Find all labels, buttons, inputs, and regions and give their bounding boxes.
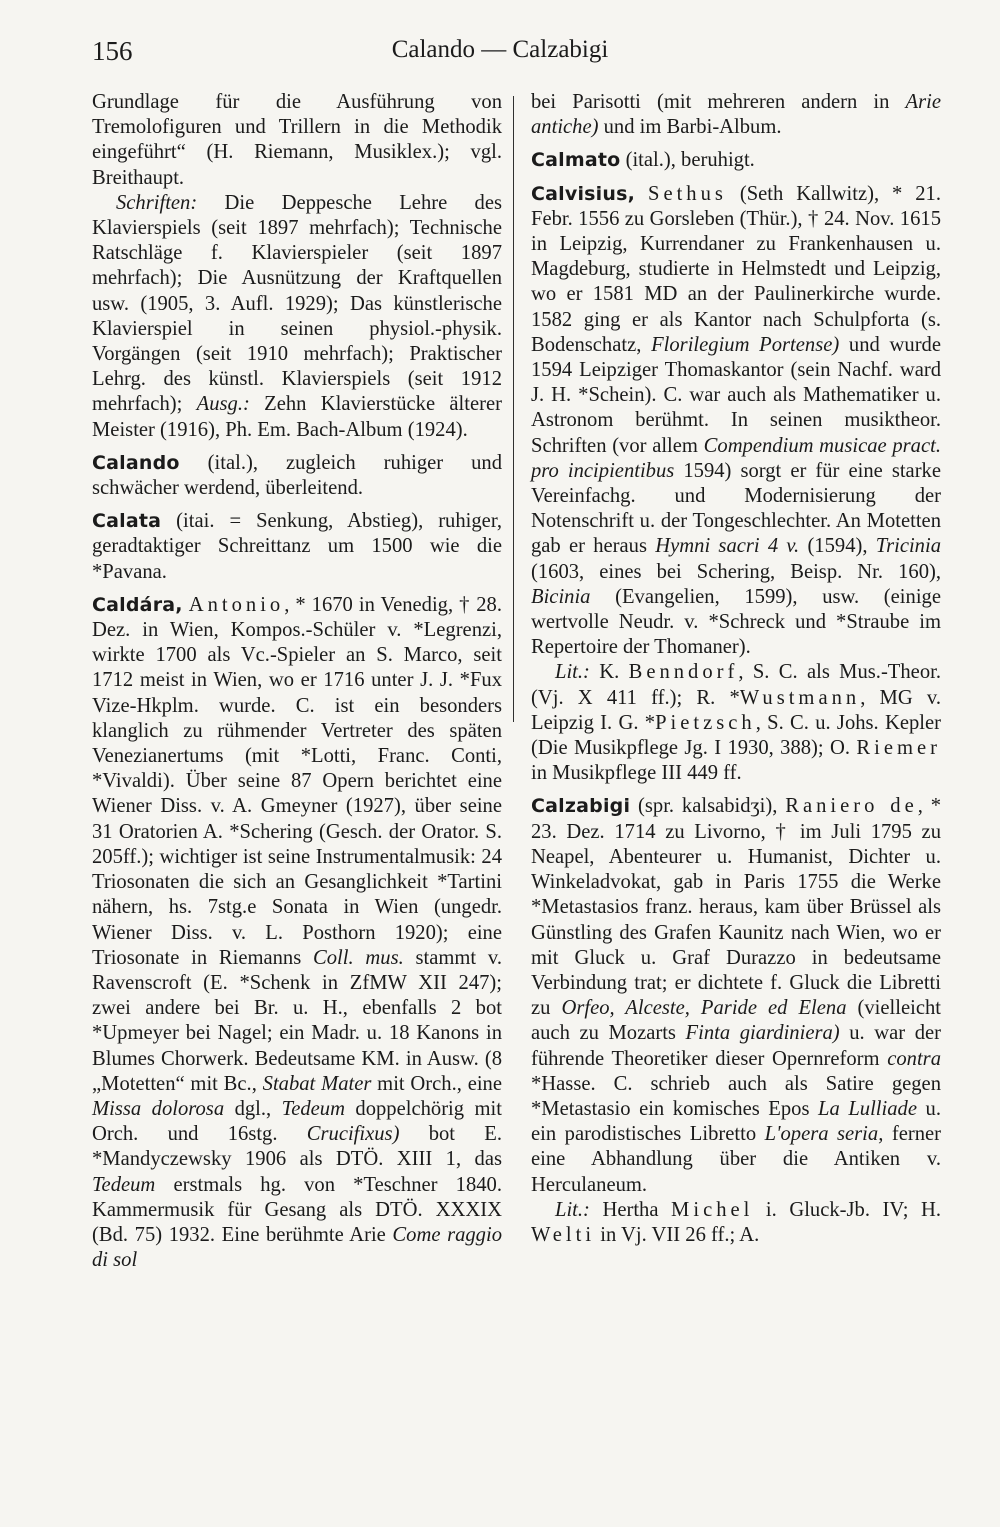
text-lit2-a: Hertha xyxy=(589,1198,672,1221)
author-benndorf: Benndorf xyxy=(628,661,739,684)
text-calando: (ital.), zugleich ruhiger und schwächer werdend, überleitend. xyxy=(92,451,502,500)
text-calzabigi-g: ferner eine Abhandlung über die Antiken v. Herculaneum. xyxy=(531,1123,941,1196)
text-lit1-b: , S. C. als Mus.-Theor. (Vj. X 411 ff.); R. * xyxy=(531,661,941,709)
text-lit1-c: , MG v. Leipzig I. G. * xyxy=(531,686,941,734)
column-divider xyxy=(513,96,514,722)
italic-calzabigi-1: Orfeo, Alceste, Paride ed Elena xyxy=(561,997,847,1020)
italic-calvisius-1: Florilegium Portense) xyxy=(651,333,840,356)
text-caldara-b: stammt v. Ravenscroft (E. *Schenk in ZfMW XII 247); zwei andere bei Br. u. H., ebenfalls 2 bot *Upmeyer bei Nagel; ein Madr. u. 18 Kanons in Blumes Chorwerk. Bedeutsame KM. in Ausw. (8 „Motetten“ mit Bc., xyxy=(92,946,502,1095)
italic-calvisius-4: Tricinia xyxy=(875,535,941,558)
italic-caldara-1: Coll. mus. xyxy=(313,946,404,969)
text-ausg: Zehn Klavierstücke älterer Meister (1916), Ph. Em. Bach-Album (1924). xyxy=(92,393,503,441)
text-cont-b: und im Barbi-Album. xyxy=(598,116,782,139)
text-calvisius-f: (Evangelien, 1599), usw. (einige wertvolle Neudr. v. *Schreck und *Straube im Repertoire der Thomaner). xyxy=(531,585,941,659)
text-calvisius-a: (Seth Kallwitz), * 21. Febr. 1556 zu Gorsleben (Thür.), † 24. Nov. 1615 in Leipzig, Kurrendaner zu Frankenhausen u. Magdeburg, studierte in Helmstedt und Leipzig, wo er 1581 MD an der Paulinerkirche wurde. 1582 ging er als Kantor nach Schulpforta (s. Bodenschatz, xyxy=(531,182,941,356)
text-caldara-e: doppelchörig mit Orch. und 16stg. xyxy=(92,1097,502,1146)
text-calzabigi-b: , * 23. Dez. 1714 zu Livorno, † im Juli 1795 zu Neapel, Abenteurer u. Humanist, Dichter u. Winkeladvokat, gab in Paris 1755 die Werke *Metastasios franz. heraus, kam über Brüssel als Günstling des Grafen Kaunitz nach Wien, wo er mit Gluck u. Graf Durazzo in bedeutsame Verbindung trat; er dichtete f. Gluck die Libretti zu xyxy=(531,795,942,1020)
right-column xyxy=(531,90,941,1248)
text-lit2-b: i. Gluck-Jb. IV; H. xyxy=(753,1198,942,1221)
italic-caldara-7: Come raggio di sol xyxy=(92,1223,502,1272)
label-lit-2: Lit.: xyxy=(555,1198,590,1221)
text-caldara-d: dgl., xyxy=(224,1097,282,1120)
text-lit1-d: , S. C. u. Johs. Kepler (Die Musikpflege Jg. I 1930, 388); O. xyxy=(531,711,942,760)
author-pietzsch: Pietzsch xyxy=(655,711,756,734)
text-lit2-c: in Vj. VII 26 ff.; A. xyxy=(595,1223,760,1246)
entry-calvisius xyxy=(531,182,941,661)
text-schriften: Die Deppesche Lehre des Klavierspiels (seit 1897 mehrfach); Technische Ratschläge f. Klavierspieler (seit 1897 mehrfach); Die Ausnützung der Kraftquellen usw. (1905, 3. Aufl. 1929); Das künstlerische Klavierspiel in seinen physiol.-physik. Vorgängen (seit 1910 mehrfach); Praktischer Lehrg. des künstl. Klavierspiels (seit 1912 mehrfach); xyxy=(92,191,502,416)
text-calvisius-d: (1594), xyxy=(799,535,876,558)
entry-calando xyxy=(92,451,502,501)
label-schriften: Schriften: xyxy=(116,191,198,214)
headword-calmato: Calmato xyxy=(531,149,621,172)
author-riemer: Riemer xyxy=(856,737,941,760)
text-calzabigi-d: u. war der führende Theoretiker dieser Opernreform xyxy=(531,1022,941,1070)
headword-calzabigi: Calzabigi xyxy=(531,795,631,818)
entry-calata xyxy=(92,509,502,585)
text-calmato: (ital.), beruhigt. xyxy=(620,149,755,172)
text-calata: (itai. = Senkung, Abstieg), ruhiger, geradtaktiger Schreittanz um 1500 wie die *Pavana. xyxy=(92,510,502,583)
italic-calvisius-3: Hymni sacri 4 v. xyxy=(655,535,800,558)
italic-caldara-5: Crucifixus) xyxy=(306,1123,400,1146)
left-column xyxy=(92,90,502,1273)
entry-caldara xyxy=(92,593,502,1273)
italic-cont: Arie antiche) xyxy=(531,91,941,139)
text-lit1-e: in Musikpflege III 449 ff. xyxy=(531,762,742,785)
text-caldara-c: mit Orch., eine xyxy=(371,1072,502,1095)
author-wustmann: Wustmann xyxy=(739,686,861,709)
headword-calvisius: Calvisius, xyxy=(531,182,636,205)
label-ausg: Ausg.: xyxy=(196,393,250,416)
text-calvisius-e: (1603, eines bei Schering, Beisp. Nr. 160), xyxy=(531,560,941,583)
text-cont-a: bei Parisotti (mit mehreren andern in xyxy=(531,91,906,113)
italic-caldara-6: Tedeum xyxy=(92,1173,156,1196)
text-caldara-f: bot E. *Mandyczewsky 1906 als DTÖ. XIII 1, das xyxy=(92,1123,502,1171)
italic-calvisius-5: Bicinia xyxy=(531,585,591,608)
italic-calzabigi-5: L'opera seria, xyxy=(764,1123,884,1146)
headword-calando: Calando xyxy=(92,451,180,474)
italic-caldara-2: Stabat Mater xyxy=(262,1072,372,1095)
text-calvisius-b: und wurde 1594 Leipziger Thomaskantor (sein Nachf. ward J. H. *Schein). C. war auch als Mathematiker u. Astronom berühmt. In seinen musiktheor. Schriften (vor allem xyxy=(531,333,941,457)
text-calzabigi-f: u. ein parodistisches Libretto xyxy=(531,1097,941,1146)
italic-caldara-3: Missa dolorosa xyxy=(92,1097,225,1120)
literature-calzabigi xyxy=(531,1198,941,1248)
name-calzabigi: Raniero de xyxy=(785,795,918,818)
page-number: 156 xyxy=(92,36,133,66)
text-calzabigi-a: (spr. kalsabidʒi), xyxy=(630,795,786,818)
headword-calata: Calata xyxy=(92,510,162,533)
italic-calzabigi-3: contra xyxy=(887,1047,941,1070)
author-welti: Welti xyxy=(531,1223,596,1246)
italic-caldara-4: Tedeum xyxy=(281,1097,345,1120)
paragraph-continuation-right xyxy=(531,90,941,140)
italic-calvisius-2: Compendium musicae pract. pro incipientibus xyxy=(531,434,941,482)
text-calvisius-c: 1594) sorgt er für eine starke Vereinfachg. und Modernisierung der Notenschrift u. der Tongeschlechter. An Motetten gab er heraus xyxy=(531,459,941,558)
running-title: Calando — Calzabigi xyxy=(391,36,609,63)
entry-calmato xyxy=(531,148,941,173)
italic-calzabigi-4: La Lulliade xyxy=(818,1097,917,1120)
text-caldara-a: , * 1670 in Venedig, † 28. Dez. in Wien, Kompos.-Schüler v. *Legrenzi, wirkte 1700 als Vc.-Spieler an S. Marco, seit 1712 meist in Wien, wo er 1716 unter J. J. *Fux Vize-Hkplm. wurde. C. ist ein besonders klanglich zu rühmender Vertreter des späten Venezianertums (mit *Lotti, Franc. Conti, *Vivaldi). Über seine 87 Opern berichtet eine Wiener Diss. v. A. Gmeyner (1927), über seine 31 Oratorien A. *Schering (Gesch. der Orator. S. 205ff.); wichtiger ist seine Instrumentalmusik: 24 Triosonaten die sich an Gesanglichkeit *Tartini nähern, hs. 7stg.e Sonata in Wien (ungedr. Wiener Diss. v. L. Posthorn 1920); eine Triosonate in Riemanns xyxy=(92,593,502,969)
text-calzabigi-c: (vielleicht auch zu Mozarts xyxy=(531,997,941,1045)
text-caldara-g: erstmals hg. von *Teschner 1840. Kammermusik für Gesang als DTÖ. XXXIX (Bd. 75) 1932. Eine berühmte Arie xyxy=(92,1173,502,1246)
name-calvisius: Sethus xyxy=(647,182,727,205)
name-caldara: Antonio xyxy=(188,593,285,616)
entry-calzabigi xyxy=(531,794,941,1197)
label-lit-1: Lit.: xyxy=(555,661,590,684)
italic-calzabigi-2: Finta giardiniera) xyxy=(685,1022,840,1045)
paragraph-schriften xyxy=(92,191,502,443)
headword-caldara: Caldára, xyxy=(92,593,183,616)
text-calzabigi-e: *Hasse. C. schrieb auch als Satire gegen *Metastasio ein komisches Epos xyxy=(531,1072,941,1120)
text-lit1-a: K. xyxy=(589,661,629,684)
paragraph-continuation: Grundlage für die Ausführung von Tremolofiguren und Trillern in die Methodik eingeführt“ (H. Riemann, Musiklex.); vgl. Breithaupt. xyxy=(92,91,502,189)
author-michel: Michel xyxy=(671,1198,754,1221)
literature-calvisius xyxy=(531,660,941,786)
